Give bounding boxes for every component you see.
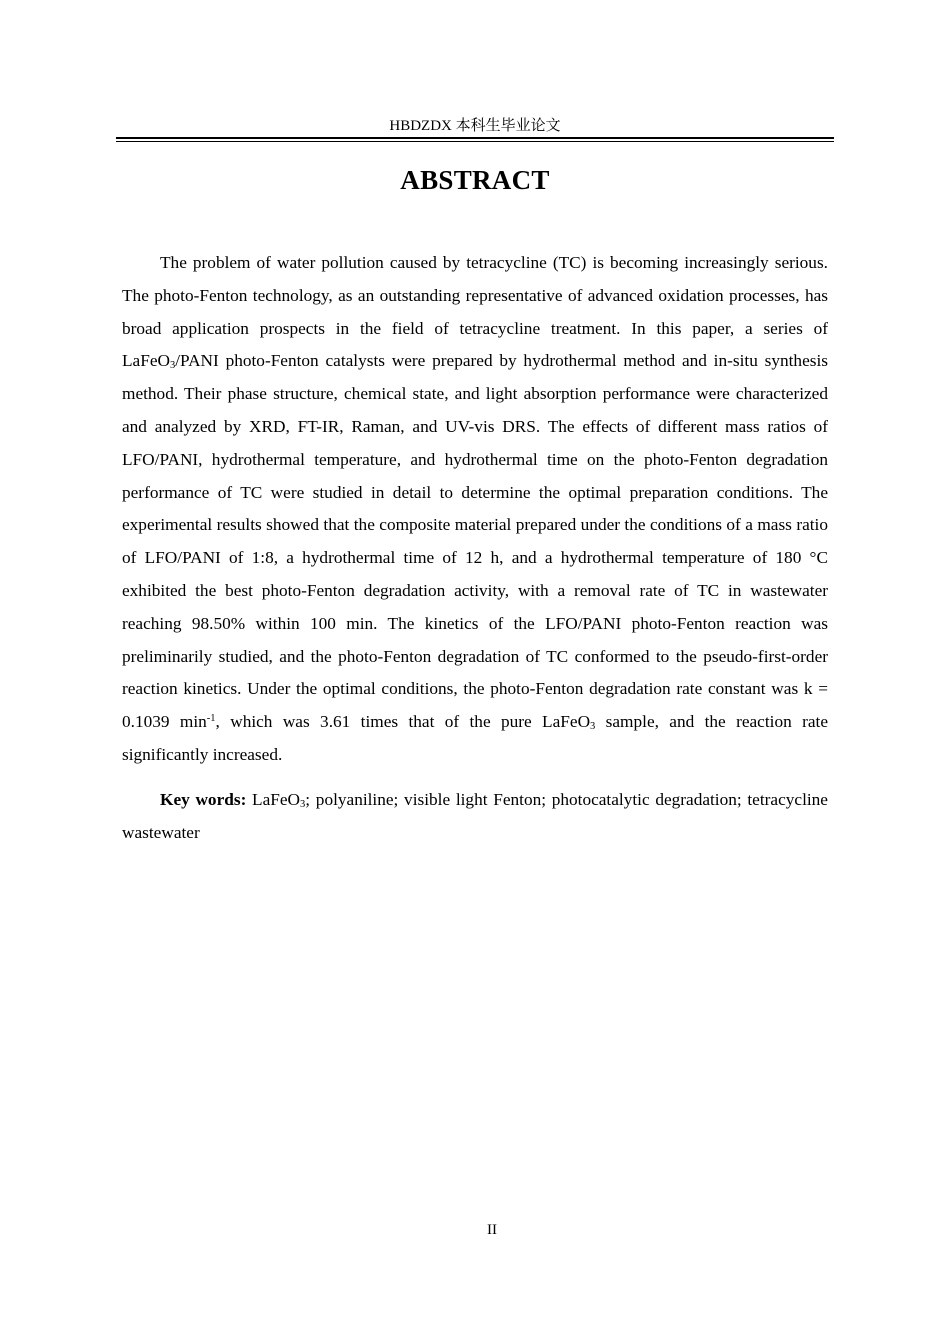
- subscript: 3: [300, 798, 306, 810]
- subscript: 3: [590, 721, 596, 733]
- subscript: 3: [170, 360, 176, 372]
- abstract-text-4: sample, and the reaction rate significantly increased.: [122, 712, 829, 764]
- page-number: II: [487, 1222, 497, 1238]
- keywords-paragraph: [122, 784, 828, 850]
- keywords-text-1: LaFeO: [252, 789, 301, 809]
- abstract-text-1: The problem of water pollution caused by tetracycline (TC) is becoming increasingly serious. The photo-Fenton technology, as an outstanding representative of advanced oxidation processes, has broad application prospects in the field of tetracycline treatment. In this paper, a series of LaFeO: [122, 253, 828, 371]
- header-text: HBDZDX 本科生毕业论文: [389, 118, 561, 134]
- superscript: -1: [206, 713, 216, 725]
- keywords-text-2: ; polyaniline; visible light Fenton; photocatalytic degradation; tetracycline wastewater: [122, 789, 828, 842]
- abstract-paragraph: [122, 247, 828, 772]
- header-rule-thick: [116, 137, 834, 139]
- keywords-label: Key words:: [160, 789, 247, 809]
- abstract-text-2: /PANI photo-Fenton catalysts were prepared by hydrothermal method and in-situ synthesis method. Their phase structure, chemical state, and light absorption performance were characterized and analyzed by XRD, FT-IR, Raman, and UV-vis DRS. The effects of different mass ratios of LFO/PANI, hydrothermal temperature, and hydrothermal time on the photo-Fenton degradation performance of TC were studied in detail to determine the optimal preparation conditions. The experimental results showed that the composite material prepared under the conditions of a mass ratio of LFO/PANI of 1:8, a hydrothermal time of 12 h, and a hydrothermal temperature of 180 °C exhibited the best photo-Fenton degradation activity, with a removal rate of TC in wastewater reaching 98.50% within 100 min. The kinetics of the LFO/PANI photo-Fenton reaction was preliminarily studied, and the photo-Fenton degradation of TC conformed to the pseudo-first-order reaction kinetics. Under the optimal conditions, the photo-Fenton degradation rate constant was k = 0.1039 min: [122, 351, 828, 732]
- abstract-title: ABSTRACT: [400, 165, 550, 195]
- header-rule-thin: [116, 141, 834, 142]
- abstract-text-3: , which was 3.61 times that of the pure LaFeO: [215, 712, 591, 732]
- abstract-body: [122, 247, 828, 849]
